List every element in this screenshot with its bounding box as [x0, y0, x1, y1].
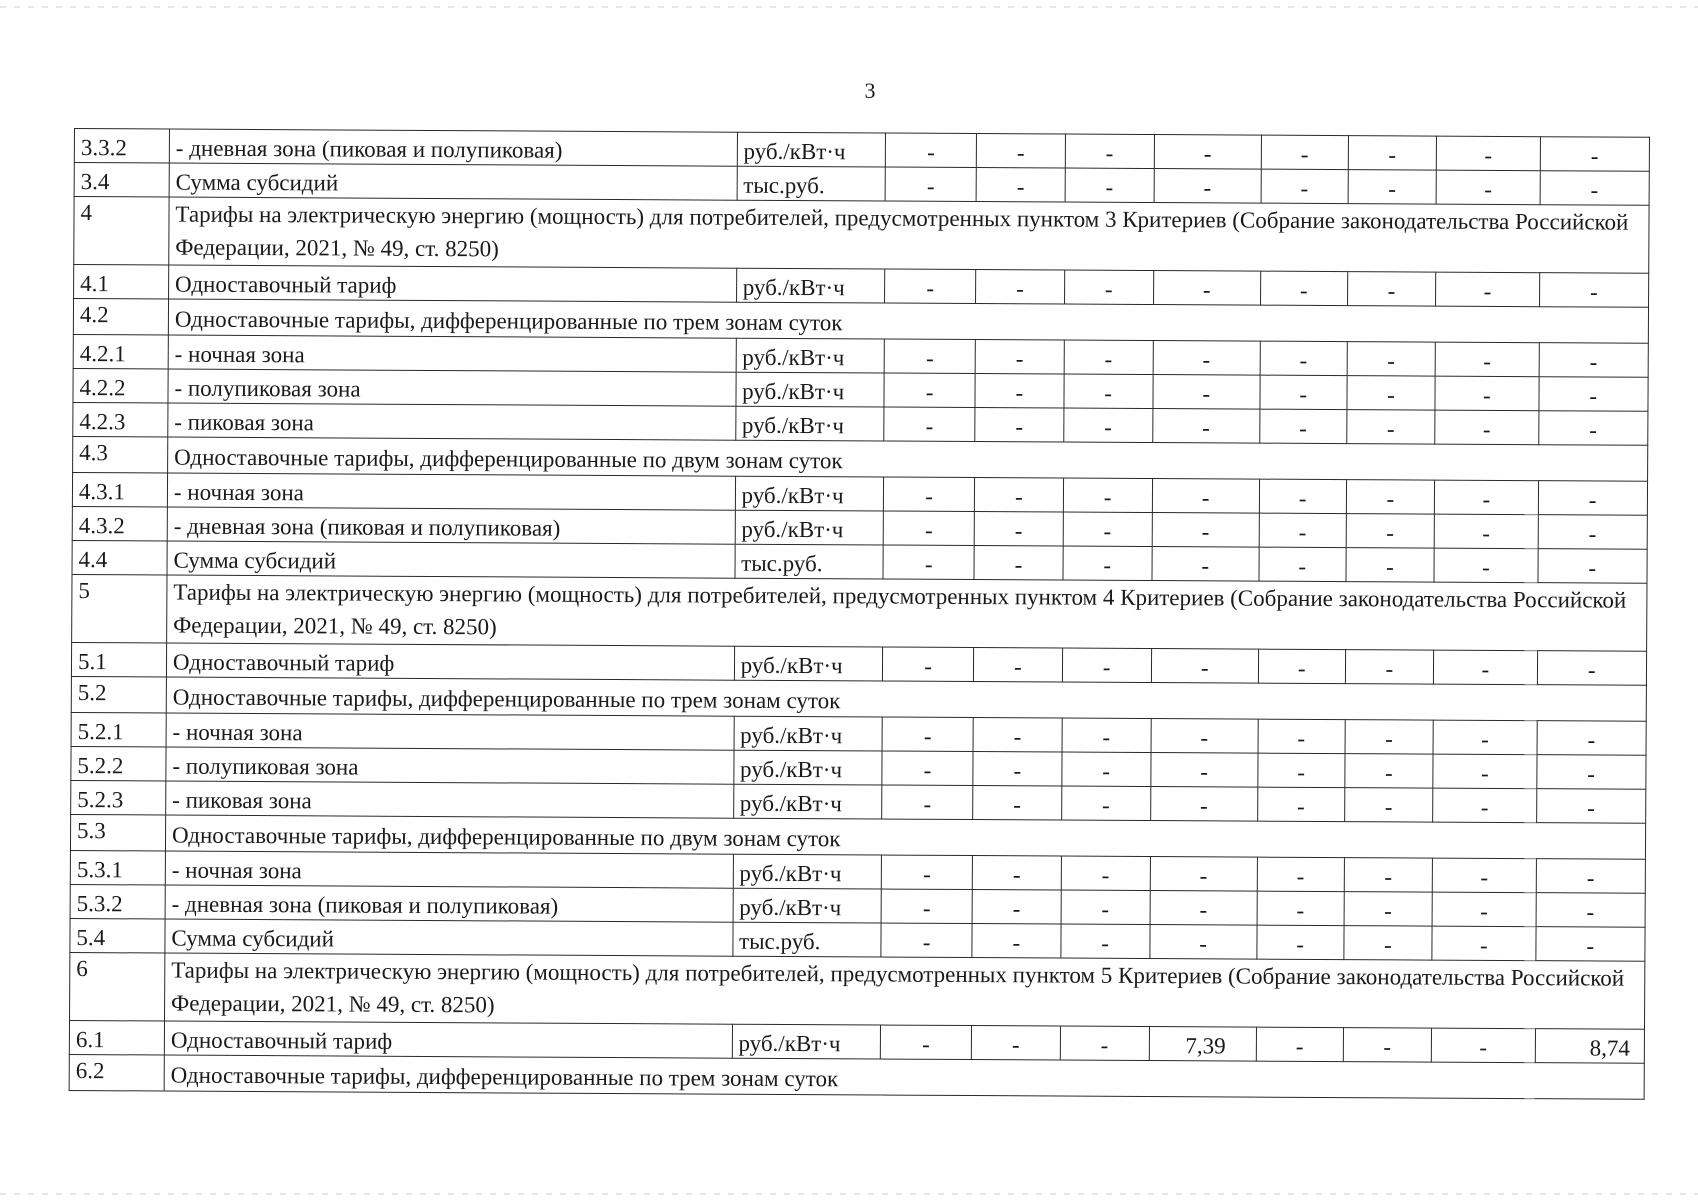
section-heading-row — [69, 1054, 1644, 1099]
value-cell: - — [883, 511, 974, 546]
row-label: Одноставочный тариф — [164, 1021, 732, 1058]
row-code: 5 — [72, 574, 167, 643]
section-title: Одноставочные тарифы, дифференцированные по трем зонам суток — [164, 1055, 1644, 1099]
row-code: 5.3 — [70, 814, 165, 851]
row-unit: руб./кВт·ч — [736, 268, 885, 303]
value-cell: - — [1061, 786, 1150, 820]
value-cell: - — [881, 889, 972, 924]
value-cell: - — [974, 512, 1063, 546]
value-cell: - — [974, 478, 1063, 512]
value-cell: - — [1063, 478, 1152, 512]
row-label: Сумма субсидий — [167, 541, 735, 578]
value-cell: - — [1346, 480, 1435, 514]
value-cell: - — [1436, 272, 1539, 307]
value-cell: - — [1258, 649, 1345, 683]
row-label: Сумма субсидий — [169, 163, 737, 200]
value-cell: - — [885, 167, 976, 202]
value-cell: - — [1063, 546, 1152, 580]
value-cell: 8,74 — [1535, 1029, 1645, 1064]
section-title: Одноставочные тарифы, дифференцированные по двум зонам суток — [168, 437, 1648, 481]
value-cell: - — [1347, 272, 1436, 306]
value-cell: - — [1344, 754, 1433, 788]
value-cell: - — [975, 340, 1064, 374]
value-cell: - — [973, 752, 1062, 786]
value-cell: - — [1434, 548, 1537, 583]
row-unit: руб./кВт·ч — [736, 338, 885, 373]
row-code: 6.1 — [69, 1020, 164, 1055]
row-code: 4 — [74, 197, 169, 266]
value-cell: - — [1536, 755, 1646, 790]
value-cell: - — [884, 407, 975, 442]
value-cell: - — [1432, 892, 1535, 927]
row-code: 5.3.2 — [70, 884, 165, 919]
value-cell: - — [973, 718, 1062, 752]
value-cell: - — [1435, 480, 1538, 515]
row-unit: руб./кВт·ч — [735, 510, 884, 545]
value-cell: - — [1540, 171, 1650, 206]
value-cell: - — [1434, 650, 1537, 685]
value-cell: - — [1433, 858, 1536, 893]
value-cell: - — [1537, 721, 1647, 756]
value-cell: - — [1261, 169, 1348, 203]
value-cell: - — [1060, 1026, 1149, 1060]
value-cell: - — [1540, 137, 1650, 172]
row-label: Одноставочный тариф — [166, 643, 734, 680]
row-code: 3.3.2 — [74, 129, 169, 164]
value-cell: - — [1344, 892, 1433, 926]
value-cell: - — [1257, 857, 1344, 891]
value-cell: - — [1538, 411, 1648, 446]
value-cell: - — [975, 374, 1064, 408]
row-code: 4.3.2 — [72, 506, 167, 541]
value-cell: - — [1259, 547, 1346, 581]
row-unit: руб./кВт·ч — [733, 854, 882, 889]
value-cell: - — [1343, 1028, 1432, 1062]
row-label: - ночная зона — [167, 473, 735, 510]
row-label: - ночная зона — [166, 713, 734, 750]
value-cell: - — [1432, 926, 1535, 961]
tariff-table-body — [69, 129, 1649, 1100]
value-cell: - — [882, 751, 973, 786]
value-cell: - — [1344, 858, 1433, 892]
row-code: 4.3.1 — [72, 472, 167, 507]
value-cell: - — [1064, 340, 1153, 374]
value-cell: - — [1538, 377, 1648, 412]
value-cell: - — [1433, 754, 1536, 789]
value-cell: - — [1152, 513, 1260, 548]
row-unit: руб./кВт·ч — [736, 372, 885, 407]
row-code: 5.2 — [71, 676, 166, 713]
row-code: 3.4 — [74, 163, 169, 198]
value-cell: - — [1259, 513, 1346, 547]
row-label: - пиковая зона — [168, 403, 736, 440]
value-cell: - — [1436, 170, 1539, 205]
value-cell: - — [1437, 136, 1540, 171]
tariff-table — [69, 128, 1650, 1100]
row-code: 5.3.1 — [70, 850, 165, 885]
value-cell: - — [1347, 342, 1436, 376]
row-code: 4.3 — [73, 436, 168, 473]
row-code: 5.4 — [70, 918, 165, 953]
row-code: 4.4 — [72, 540, 167, 575]
value-cell: - — [1256, 1027, 1343, 1061]
value-cell: - — [883, 545, 974, 580]
row-code: 6.2 — [69, 1054, 164, 1091]
row-label: - ночная зона — [165, 851, 733, 888]
value-cell: - — [882, 785, 973, 820]
value-cell: - — [1538, 481, 1648, 516]
value-cell: - — [972, 924, 1061, 958]
row-label: - пиковая зона — [166, 781, 734, 818]
value-cell: - — [881, 1025, 972, 1060]
value-cell: - — [1257, 925, 1344, 959]
row-unit: руб./кВт·ч — [733, 750, 882, 785]
section-title: Тарифы на электрическую энергию (мощность) для потребителей, предусмотренных пунктом 4 Критериев (Собрание законодательства Российской Федерации, 2021, № 49, ст. 8250) — [167, 575, 1647, 651]
value-cell: - — [976, 168, 1065, 202]
row-code: 5.1 — [71, 642, 166, 677]
value-cell: - — [1537, 651, 1647, 686]
value-cell: - — [1539, 273, 1649, 308]
value-cell: - — [1346, 514, 1435, 548]
scan-edge-top — [0, 6, 1698, 8]
value-cell: - — [1348, 170, 1437, 204]
value-cell: - — [973, 648, 1062, 682]
row-unit: руб./кВт·ч — [733, 784, 882, 819]
value-cell: - — [976, 134, 1065, 168]
value-cell: - — [1345, 650, 1434, 684]
value-cell: - — [972, 856, 1061, 890]
value-cell: - — [1257, 891, 1344, 925]
value-cell: - — [1345, 720, 1434, 754]
row-label: - полупиковая зона — [166, 747, 734, 784]
section-heading-row — [70, 952, 1645, 1029]
value-cell: - — [1435, 376, 1538, 411]
scan-edge-bottom — [0, 1193, 1698, 1195]
value-cell: - — [971, 1026, 1060, 1060]
value-cell: - — [1259, 479, 1346, 513]
row-unit: руб./кВт·ч — [734, 716, 883, 751]
value-cell: - — [1346, 410, 1435, 444]
value-cell: - — [1150, 857, 1258, 892]
value-cell: - — [1061, 856, 1150, 890]
value-cell: - — [1151, 649, 1259, 684]
value-cell: - — [1153, 341, 1261, 376]
value-cell: - — [1535, 927, 1645, 962]
value-cell: - — [1260, 375, 1347, 409]
value-cell: - — [1062, 752, 1151, 786]
value-cell: - — [1152, 479, 1260, 514]
value-cell: - — [1432, 1028, 1535, 1063]
value-cell: - — [1348, 136, 1437, 170]
value-cell: - — [1064, 374, 1153, 408]
row-unit: руб./кВт·ч — [737, 132, 886, 167]
row-unit: тыс.руб. — [735, 544, 884, 579]
value-cell: - — [1065, 134, 1154, 168]
value-cell: - — [1260, 409, 1347, 443]
row-code: 5.2.3 — [71, 780, 166, 815]
value-cell: - — [1152, 409, 1260, 444]
value-cell: - — [884, 339, 975, 374]
section-heading-row — [74, 197, 1649, 274]
value-cell: - — [972, 890, 1061, 924]
section-heading-row — [72, 574, 1647, 651]
row-code: 6 — [70, 952, 165, 1021]
value-cell: - — [1435, 342, 1538, 377]
row-unit: руб./кВт·ч — [735, 476, 884, 511]
value-cell: - — [883, 647, 974, 682]
value-cell: - — [1344, 788, 1433, 822]
value-cell: - — [1260, 271, 1347, 305]
section-title: Одноставочные тарифы, дифференцированные по трем зонам суток — [168, 299, 1648, 343]
value-cell: - — [881, 855, 972, 890]
value-cell: - — [1539, 343, 1649, 378]
value-cell: - — [1152, 547, 1260, 582]
value-cell: - — [976, 270, 1065, 304]
value-cell: - — [1538, 515, 1648, 550]
value-cell: - — [975, 408, 1064, 442]
value-cell: - — [1261, 135, 1348, 169]
value-cell: - — [884, 477, 975, 512]
value-cell: - — [1435, 410, 1538, 445]
value-cell: - — [1151, 719, 1259, 754]
row-unit: тыс.руб. — [737, 166, 886, 201]
value-cell: - — [1258, 787, 1345, 821]
value-cell: - — [1153, 271, 1261, 306]
value-cell: - — [1260, 341, 1347, 375]
row-code: 4.2.2 — [73, 368, 168, 403]
section-title: Одноставочные тарифы, дифференцированные по трем зонам суток — [166, 677, 1646, 721]
value-cell: - — [1536, 893, 1646, 928]
row-unit: руб./кВт·ч — [734, 646, 883, 681]
row-label: Сумма субсидий — [165, 919, 733, 956]
page-number: 3 — [864, 78, 876, 103]
value-cell: - — [1154, 135, 1262, 170]
value-cell: - — [1150, 891, 1258, 926]
value-cell: - — [1433, 720, 1536, 755]
value-cell: - — [1343, 926, 1432, 960]
value-cell: - — [1149, 925, 1257, 960]
value-cell: - — [1154, 169, 1262, 204]
section-title: Тарифы на электрическую энергию (мощность) для потребителей, предусмотренных пунктом 3 Критериев (Собрание законодательства Российской Федерации, 2021, № 49, ст. 8250) — [169, 197, 1649, 273]
value-cell: - — [1346, 548, 1435, 582]
row-label: - полупиковая зона — [168, 369, 736, 406]
value-cell: - — [1063, 512, 1152, 546]
value-cell: - — [882, 717, 973, 752]
value-cell: - — [1062, 718, 1151, 752]
row-unit: руб./кВт·ч — [732, 1024, 881, 1059]
row-code: 4.2.3 — [73, 402, 168, 437]
row-label: - ночная зона — [168, 335, 736, 372]
value-cell: - — [1064, 408, 1153, 442]
value-cell: 7,39 — [1149, 1027, 1257, 1062]
row-code: 4.1 — [74, 265, 169, 300]
row-code: 5.2.1 — [71, 712, 166, 747]
value-cell: - — [1064, 270, 1153, 304]
row-label: - дневная зона (пиковая и полупиковая) — [167, 507, 735, 544]
value-cell: - — [1150, 787, 1258, 822]
value-cell: - — [884, 373, 975, 408]
row-label: - дневная зона (пиковая и полупиковая) — [169, 129, 737, 166]
value-cell: - — [1062, 648, 1151, 682]
value-cell: - — [1433, 788, 1536, 823]
value-cell: - — [1346, 376, 1435, 410]
row-unit: руб./кВт·ч — [733, 888, 882, 923]
value-cell: - — [974, 546, 1063, 580]
value-cell: - — [1152, 375, 1260, 410]
section-title: Тарифы на электрическую энергию (мощность) для потребителей, предусмотренных пунктом 5 Критериев (Собрание законодательства Российской Федерации, 2021, № 49, ст. 8250) — [164, 953, 1644, 1029]
row-unit: руб./кВт·ч — [735, 406, 884, 441]
row-code: 4.2.1 — [73, 334, 168, 369]
value-cell: - — [1536, 789, 1646, 824]
value-cell: - — [885, 269, 976, 304]
value-cell: - — [1150, 753, 1258, 788]
row-code: 5.2.2 — [71, 746, 166, 781]
value-cell: - — [886, 133, 977, 168]
value-cell: - — [973, 786, 1062, 820]
value-cell: - — [1258, 719, 1345, 753]
value-cell: - — [1537, 549, 1647, 584]
value-cell: - — [881, 923, 972, 958]
section-title: Одноставочные тарифы, дифференцированные по двум зонам суток — [165, 815, 1645, 859]
value-cell: - — [1061, 890, 1150, 924]
value-cell: - — [1061, 924, 1150, 958]
row-label: Одноставочный тариф — [168, 265, 736, 302]
value-cell: - — [1434, 514, 1537, 549]
value-cell: - — [1258, 753, 1345, 787]
value-cell: - — [1536, 859, 1646, 894]
row-unit: тыс.руб. — [732, 922, 881, 957]
row-code: 4.2 — [73, 299, 168, 336]
row-label: - дневная зона (пиковая и полупиковая) — [165, 885, 733, 922]
value-cell: - — [1065, 168, 1154, 202]
